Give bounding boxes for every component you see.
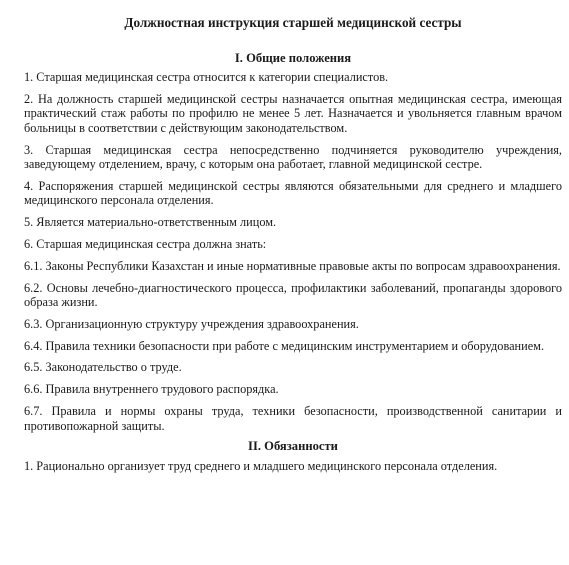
section-heading-duties: II. Обязанности — [248, 439, 338, 454]
paragraph-2: 2. На должность старшей медицинской сестры назначается опытная медицинская сестра, имеющая практический стаж работы по профилю не менее 5 лет. Назначается и увольняется главным врачом больницы в соответствии с действующим законодательством. — [24, 91, 562, 135]
paragraph-3: 3. Старшая медицинская сестра непосредственно подчиняется руководителю учреждения, заведующему отделением, врачу, с которым она работает, главной медицинской сестре. — [24, 142, 562, 172]
paragraph-6-7: 6.7. Правила и нормы охраны труда, техники безопасности, производственной санитарии и противопожарной защиты. — [24, 404, 562, 433]
paragraph-6-4: 6.4. Правила техники безопасности при работе с медицинским инструментарием и оборудованием. — [24, 338, 545, 353]
paragraph-6-2: 6.2. Основы лечебно-диагностического процесса, профилактики заболеваний, пропаганды здорового образа жизни. — [24, 280, 562, 310]
paragraph-6-3: 6.3. Организационную структуру учреждения здравоохранения. — [24, 316, 359, 331]
duties-paragraph-1: 1. Рационально организует труд среднего и младшего медицинского персонала отделения. — [24, 459, 498, 474]
paragraph-6-1: 6.1. Законы Республики Казахстан и иные нормативные правовые акты по вопросам здравоохранения. — [24, 258, 561, 273]
paragraph-6-5: 6.5. Законодательство о труде. — [24, 360, 182, 375]
paragraph-6-6: 6.6. Правила внутреннего трудового распорядка. — [24, 382, 279, 397]
paragraph-5: 5. Является материально-ответственным лицом. — [24, 215, 277, 230]
document-title: Должностная инструкция старшей медицинской сестры — [124, 15, 462, 30]
section-heading-general: I. Общие положения — [234, 51, 352, 65]
paragraph-4: 4. Распоряжения старшей медицинской сестры являются обязательными для среднего и младшего медицинского персонала отделения. — [24, 178, 562, 208]
paragraph-6: 6. Старшая медицинская сестра должна знать: — [24, 236, 267, 251]
paragraph-1: 1. Старшая медицинская сестра относится к категории специалистов. — [24, 70, 389, 84]
document-page — [24, 0, 562, 481]
